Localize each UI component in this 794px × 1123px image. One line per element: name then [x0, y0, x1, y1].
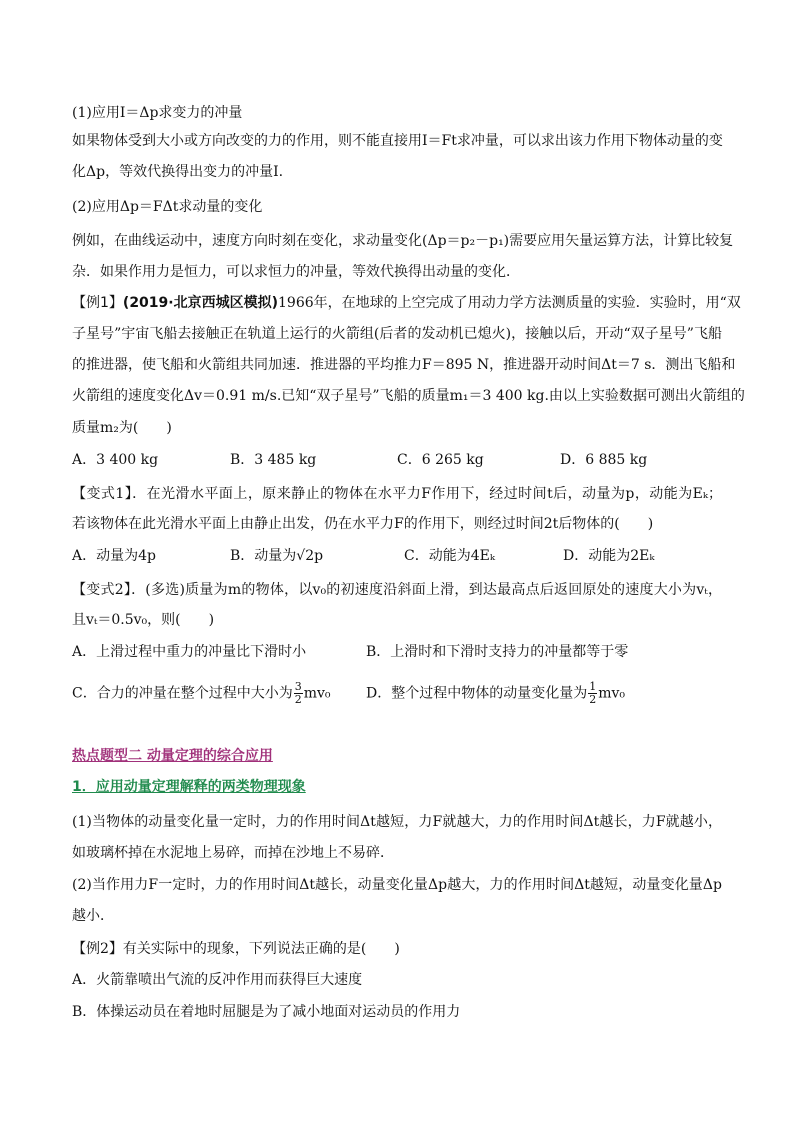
variant1-line: 若该物体在此光滑水平面上由静止出发，仍在水平力F的作用下，则经过时间2t后物体的( )	[72, 516, 654, 532]
example2-option-b: B．体操运动员在着地时屈腿是为了减小地面对运动员的作用力	[72, 1004, 461, 1020]
example2-question: 【例2】有关实际中的现象，下列说法正确的是( )	[72, 941, 400, 957]
paragraph-line: 如玻璃杯掉在水泥地上易碎，而掉在沙地上不易碎．	[72, 845, 394, 861]
variant2-option-a: A．上滑过程中重力的冲量比下滑时小	[72, 644, 307, 660]
variant1-option-d: D．动能为2Eₖ	[563, 548, 655, 564]
example2-option-a: A．火箭靠喷出气流的反冲作用而获得巨大速度	[72, 972, 363, 988]
variant2-line: 【变式2】．(多选)质量为m的物体，以v₀的初速度沿斜面上滑，到达最高点后返回原处的速度大小为vₜ，	[72, 582, 722, 598]
subheading-impulse-variable-force: (1)应用I＝Δp求变力的冲量	[72, 105, 243, 121]
paragraph-line: 杂．如果作用力是恒力，可以求恒力的冲量，等效代换得出动量的变化．	[72, 264, 520, 280]
paragraph-line: 化Δp，等效代换得出变力的冲量I.	[72, 164, 284, 180]
fraction-three-halves: $\frac{3}{2}$	[294, 680, 302, 706]
example1-tag: 【例1】	[72, 295, 123, 311]
variant2-option-d: D．整个过程中物体的动量变化量为 $\frac{1}{2}$ mv₀	[366, 680, 626, 706]
example1-option-b: B．3 485 kg	[230, 452, 317, 468]
section-heading-type2: 热点题型二 动量定理的综合应用	[72, 748, 273, 764]
fraction-one-half: $\frac{1}{2}$	[589, 680, 597, 706]
variant1-option-c: C．动能为4Eₖ	[404, 548, 495, 564]
paragraph-line: 例如，在曲线运动中，速度方向时刻在变化，求动量变化(Δp＝p₂－p₁)需要应用矢量运算方法，计算比较复	[72, 233, 734, 249]
paragraph-line: (2)当作用力F一定时，力的作用时间Δt越长，动量变化量Δp越大，力的作用时间Δt越短，动量变化量Δp	[72, 877, 722, 893]
example1-line: 的推进器，使飞船和火箭组共同加速．推进器的平均推力F＝895 N，推进器开动时间Δt＝7 s．测出飞船和	[72, 357, 736, 373]
variant2-option-b: B．上滑时和下滑时支持力的冲量都等于零	[366, 644, 629, 660]
variant1-line: 【变式1】．在光滑水平面上，原来静止的物体在水平力F作用下，经过时间t后，动量为p，动能为Eₖ；	[72, 486, 722, 502]
paragraph-line: 越小．	[72, 908, 114, 924]
variant2-option-c: C．合力的冲量在整个过程中大小为 $\frac{3}{2}$ mv₀	[72, 680, 331, 706]
example1-option-c: C．6 265 kg	[397, 452, 484, 468]
variant2-line: 且vₜ＝0.5v₀，则( )	[72, 612, 215, 628]
example1-option-d: D．6 885 kg	[560, 452, 648, 468]
paragraph-line: 如果物体受到大小或方向改变的力的作用，则不能直接用I＝Ft求冲量，可以求出该力作用下物体动量的变	[72, 133, 723, 149]
example1-line: 子星号”宇宙飞船去接触正在轨道上运行的火箭组(后者的发动机已熄火)，接触以后，开动“双子星号”飞船	[72, 326, 722, 342]
subsection-heading: 1．应用动量定理解释的两类物理现象	[72, 779, 306, 795]
variant1-option-a: A．动量为4p	[72, 548, 156, 564]
subheading-momentum-change: (2)应用Δp＝FΔt求动量的变化	[72, 199, 263, 215]
example1-line: 火箭组的速度变化Δv＝0.91 m/s.已知“双子星号”飞船的质量m₁＝3 400 kg.由以上实验数据可测出火箭组的	[72, 388, 745, 404]
example1-source: (2019·北京西城区模拟)	[122, 295, 279, 311]
example1-first-line	[72, 293, 741, 313]
variant1-option-b: B．动量为√2p	[230, 548, 324, 564]
example1-line: 质量m₂为( )	[72, 420, 172, 436]
example1-text: 1966年，在地球的上空完成了用动力学方法测质量的实验．实验时，用“双	[278, 295, 741, 311]
example1-option-a: A．3 400 kg	[72, 452, 159, 468]
paragraph-line: (1)当物体的动量变化量一定时，力的作用时间Δt越短，力F就越大，力的作用时间Δt越长，力F就越小，	[72, 814, 722, 830]
